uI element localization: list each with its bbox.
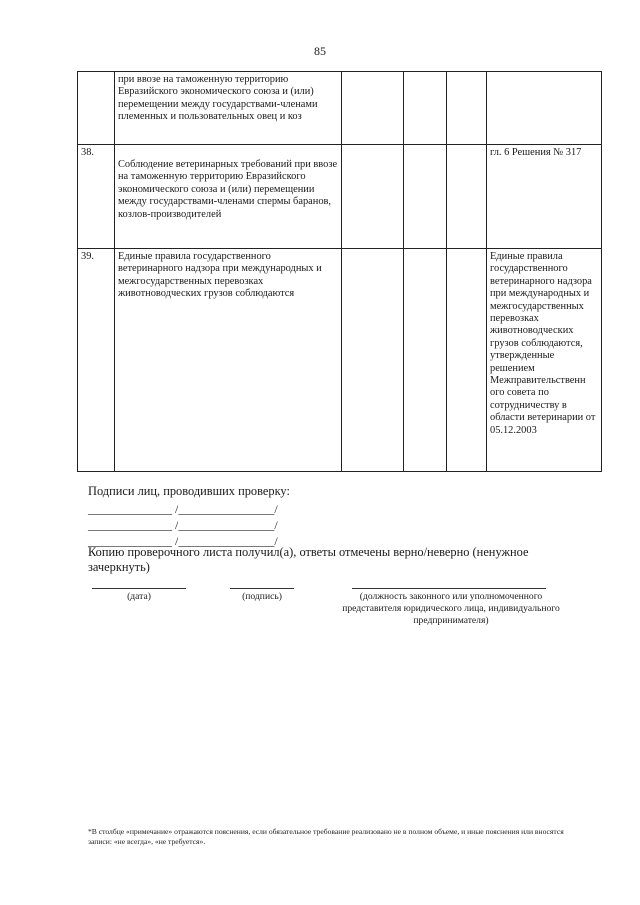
row-number: 39. [78, 249, 115, 472]
date-blank [92, 588, 186, 589]
table-row [78, 145, 602, 249]
signature-caption: (подпись) [242, 591, 282, 602]
answer-cell [447, 72, 487, 145]
answer-cell [342, 249, 404, 472]
requirement-text: Единые правила государственного ветеринарного надзора при международных и межгосударственных перевозках животноводческих грузов соблюдаются [115, 249, 342, 472]
position-caption: (должность законного или уполномоченного представителя юридического лица, индивидуального предпринимателя) [342, 591, 560, 626]
requirement-text: при ввозе на таможенную территорию Евразийского экономического союза и (или) перемещении между государствами-членами племенных и пользовательных овец и коз [115, 72, 342, 145]
answer-cell [447, 249, 487, 472]
signature-blank [230, 588, 294, 589]
signatures-title: Подписи лиц, проводивших проверку: [88, 484, 290, 498]
requirement-text: Соблюдение ветеринарных требований при ввозе на таможенную территорию Евразийского экономического союза и (или) перемещении между государствами-членами спермы баранов, козлов-производителей [115, 145, 342, 249]
table-row [78, 72, 602, 145]
table-row [78, 249, 602, 472]
copy-received-note: Копию проверочного листа получил(а), ответы отмечены верно/неверно (ненужное зачеркнуть) [88, 545, 529, 574]
inspection-table [77, 71, 602, 472]
reference-text: гл. 6 Решения № 317 [487, 145, 602, 249]
reference-text [487, 72, 602, 145]
signature-line: ______________ /________________/ [88, 534, 278, 548]
answer-cell [447, 145, 487, 249]
row-number [78, 72, 115, 145]
row-number: 38. [78, 145, 115, 249]
answer-cell [404, 249, 447, 472]
date-caption: (дата) [127, 591, 151, 602]
answer-cell [404, 145, 447, 249]
answer-cell [342, 145, 404, 249]
reference-text: Единые правила государственного ветеринарного надзора при международных и межгосударственных перевозках животноводческих грузов соблюдаются, утвержденные решением Межправительственн ого совета по сотрудничеству в области ветеринарии от 05.12.2003 [487, 249, 602, 472]
footnote: *В столбце «примечание» отражаются пояснения, если обязательное требование реализовано не в полном объеме, и иные пояснения или вносятся записи: «не всегда», «не требуется». [88, 827, 564, 846]
answer-cell [404, 72, 447, 145]
position-blank [352, 588, 546, 589]
signature-line: ______________ /________________/ [88, 502, 278, 516]
signature-line: ______________ /________________/ [88, 518, 278, 532]
answer-cell [342, 72, 404, 145]
page-number: 85 [314, 44, 326, 58]
